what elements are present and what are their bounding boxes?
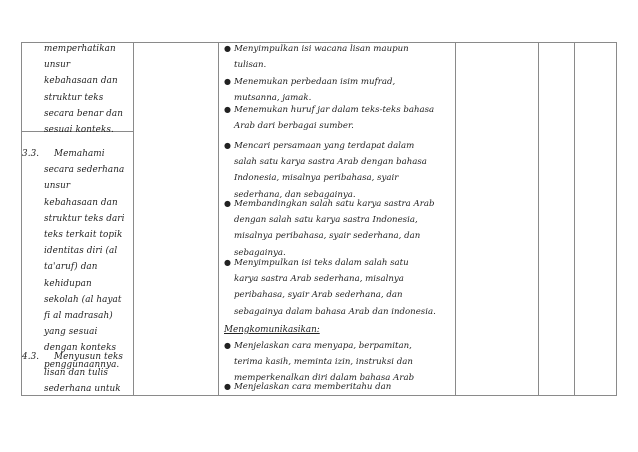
competency-line: fi al madrasah) <box>44 311 113 322</box>
activity-line: tulisan. <box>234 60 267 71</box>
activity-line: karya sastra Arab sederhana, misalnya <box>234 274 404 285</box>
activity-line: terima kasih, meminta izin, instruksi dan <box>234 357 413 368</box>
competency-line: struktur teks dari <box>44 213 125 224</box>
activity-line: Menjelaskan cara menyapa, berpamitan, <box>234 341 412 351</box>
activity-line: sebagainya dalam bahasa Arab dan indonesia. <box>234 306 436 317</box>
activity-item <box>234 138 460 203</box>
col-divider-2 <box>218 42 219 396</box>
competency-line: kebahasaan dan <box>44 197 118 208</box>
competency-line: identitas diri (al <box>44 246 118 257</box>
activity-item <box>234 102 460 134</box>
activity-line: dengan salah satu karya sastra Indonesia, <box>234 215 418 226</box>
activity-line: Arab dari berbagai sumber. <box>234 121 354 132</box>
competency-line: secara sederhana <box>44 165 125 176</box>
competency-line: sederhana untuk <box>44 384 121 395</box>
bullet-icon: ● <box>224 382 231 391</box>
competency-line: sesuai konteks. <box>44 125 114 136</box>
col-divider-4 <box>538 42 539 396</box>
competency-continuation <box>44 41 148 138</box>
activity-item <box>234 255 460 320</box>
activity-line: sebagainya. <box>234 247 286 258</box>
competency-line: memperhatikan <box>44 44 116 54</box>
competency-line: unsur <box>44 60 71 71</box>
competency-line: ta'aruf) dan <box>44 262 98 273</box>
bullet-icon: ● <box>224 105 231 114</box>
col-divider-6 <box>616 42 617 396</box>
competency-line: penggunaannya. <box>44 359 120 370</box>
competency-line: yang sesuai <box>44 327 98 338</box>
activity-line: memperkenalkan diri dalam bahasa Arab <box>234 373 415 384</box>
activity-line: Menemukan huruf jar dalam teks-teks bahasa <box>234 105 435 115</box>
competency-item-4-3 <box>22 349 148 398</box>
bullet-icon: ● <box>224 44 231 53</box>
competency-number: 3.3. <box>22 149 40 159</box>
activity-line: salah satu karya sastra Arab dengan bahasa <box>234 157 427 168</box>
activity-line: Indonesia, misalnya peribahasa, syair <box>234 173 399 184</box>
bullet-icon: ● <box>224 341 231 350</box>
competency-line: sekolah (al hayat <box>44 294 122 305</box>
competency-line: Menyusun teks <box>54 352 124 362</box>
activity-line: Menyimpulkan isi wacana lisan maupun <box>234 44 409 54</box>
activity-line: misalnya peribahasa, syair sederhana, dan <box>234 231 421 242</box>
competency-line: kebahasaan dan <box>44 76 118 87</box>
section-heading: Mengkomunikasikan: <box>224 325 320 335</box>
activity-line: Mencari persamaan yang terdapat dalam <box>234 141 415 151</box>
competency-line: teks terkait topik <box>44 230 123 241</box>
competency-line: dengan konteks <box>44 343 117 354</box>
competency-line: lisan dan tulis <box>44 368 109 379</box>
competency-number: 4.3. <box>22 352 40 362</box>
competency-line: unsur <box>44 181 71 192</box>
activity-line: sederhana, dan sebagainya. <box>234 189 356 200</box>
competency-line: Memahami <box>54 149 105 159</box>
col-divider-0 <box>21 42 22 396</box>
competency-line: secara benar dan <box>44 108 124 119</box>
competency-line: kehidupan <box>44 278 92 289</box>
competency-line: struktur teks <box>44 92 104 103</box>
bullet-icon: ● <box>224 258 231 267</box>
activity-line: Menemukan perbedaan isim mufrad, <box>234 77 396 87</box>
col-divider-5 <box>574 42 575 396</box>
activity-line: mutsanna, jamak. <box>234 93 312 104</box>
activity-line: Menjelaskan cara memberitahu dan <box>234 382 392 392</box>
activity-line: Membandingkan salah satu karya sastra Arab <box>234 199 435 209</box>
activity-item <box>234 379 460 395</box>
activity-line: Menyimpulkan isi teks dalam salah satu <box>234 258 409 268</box>
activity-line: peribahasa, syair Arab sederhana, dan <box>234 290 403 301</box>
activity-item <box>234 196 460 261</box>
bullet-icon: ● <box>224 141 231 150</box>
activity-item <box>234 41 460 73</box>
bullet-icon: ● <box>224 199 231 208</box>
bullet-icon: ● <box>224 77 231 86</box>
